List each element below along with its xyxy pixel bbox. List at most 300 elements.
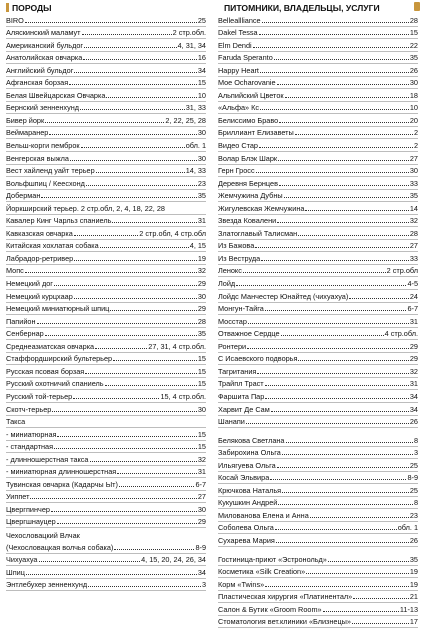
dot-leader [328,561,409,562]
entry-page: обл. 1 [185,141,206,151]
dot-leader [247,348,409,349]
dot-leader [353,598,409,599]
index-entry [218,89,418,102]
index-entry [6,277,206,290]
dot-leader [260,109,409,110]
entry-title: - миниатюрная [6,429,57,439]
entry-page: 10 [197,90,206,100]
dot-leader [286,442,413,443]
kennels-header [218,2,418,14]
entry-title: Волар Блэк Шарк [218,153,278,163]
entry-title: Монгун-Тайга [218,304,264,314]
entry-title: Деревня Бернцев [218,178,278,188]
entry-page: 15, 4 стр.обл. [160,391,206,401]
dot-leader [259,147,413,148]
index-entry [6,441,206,454]
dot-leader [112,222,196,223]
dot-leader [39,561,141,562]
dot-leader [82,34,172,35]
entry-title: Салон & Бутик «Groom Room» [218,604,322,614]
entry-title: Анатолийская овчарка [6,53,83,63]
index-entry [6,139,206,152]
entry-page: 28 [409,15,418,25]
index-entry [218,416,418,429]
index-entry [218,127,418,140]
entry-page: 30 [409,78,418,88]
index-entry [218,365,418,378]
entry-page: 35 [409,53,418,63]
dot-leader [310,517,409,518]
entry-title: Ронтери [218,341,247,351]
entry-page: 23 [197,178,206,188]
entry-title: Чехословацкий Влчак [6,530,80,540]
index-entry [6,315,206,328]
dot-leader [85,373,197,374]
entry-title: - длинношерстная такса [6,454,89,464]
entry-title: Стоматология вет.клиники «Близнецы» [218,617,351,627]
dot-leader [253,47,409,48]
entry-title: Из Бажова [218,241,255,251]
index-entry [6,202,206,215]
entry-page: 26 [409,535,418,545]
entry-title: Цвергшнауцер [6,517,56,527]
entry-page: 32 [197,454,206,464]
entry-page: 27 [409,241,418,251]
dot-leader [90,461,197,462]
entry-title: Сухарева Мария [218,535,275,545]
dot-leader [265,310,407,311]
index-entry [218,64,418,77]
entry-title: Бриллиант Елизаветы [218,128,294,138]
entry-page: 30 [197,128,206,138]
dot-leader [80,109,185,110]
kennels-column [218,0,418,628]
dot-leader [83,59,197,60]
index-entry [218,553,418,566]
entry-page: 8-9 [195,542,206,552]
entry-title: Афганская борзая [6,78,69,88]
index-entry [6,353,206,366]
entry-page: 32 [409,216,418,226]
entry-page: 25 [409,460,418,470]
dot-leader [284,197,409,198]
index-entry [6,64,206,77]
entry-page: 3 [201,580,206,590]
dot-leader [54,285,197,286]
index-entry [218,303,418,316]
entry-page: 15 [409,28,418,38]
index-entry [218,202,418,215]
dot-leader [282,454,413,455]
kennels-header-title: ПИТОМНИКИ, ВЛАДЕЛЬЦЫ, УСЛУГИ [224,3,380,13]
entry-page: 30 [409,166,418,176]
entry-page: 34 [197,567,206,577]
entry-page: 16 [197,53,206,63]
entry-page: 8 [413,498,418,508]
index-entry [218,497,418,510]
dot-leader [74,298,197,299]
entry-title: Забирохина Ольга [218,448,281,458]
entry-title: Фаршита Пар [218,391,265,401]
entry-page: 10 [409,103,418,113]
entry-title: Такса [6,417,26,427]
entry-title: Венгерская выжла [6,153,69,163]
entry-page: 2 стр.обл. [172,28,206,38]
index-entry [6,52,206,65]
entry-page: 26 [409,65,418,75]
dot-leader [306,573,409,574]
entry-title: Аляскинский маламут [6,28,81,38]
entry-title: Йоркширский терьер. 2 стр.обл, 2, 4, 18, 22, 28 [6,203,165,213]
entry-page: 35 [197,329,206,339]
entry-title: Русский охотничий спаниель [6,379,104,389]
entry-page: 4-5 [407,279,418,289]
dot-leader [30,498,196,499]
entry-title: Шанапи [218,417,245,427]
entry-title: Отважное Сердце [218,329,280,339]
entry-title: Бернский зенненхунд [6,103,80,113]
entry-page: 27, 31, 4 стр.обл. [148,341,206,351]
entry-title: Белиссимо Браво [218,115,279,125]
index-entry [218,177,418,190]
dot-leader [69,84,197,85]
entry-title: Шпиц [6,567,25,577]
index-entry [6,127,206,140]
index-entry [6,403,206,416]
index-entry [218,227,418,240]
dot-leader [236,285,406,286]
entry-page: 15 [197,442,206,452]
entry-page: 15 [197,366,206,376]
entry-title: Лабрадор-ретривер [6,253,74,263]
dot-leader [256,172,409,173]
entry-page: 14, 33 [185,166,206,176]
dot-leader [257,373,409,374]
breeds-column [6,0,206,591]
entry-title: Герн Гросс [218,166,255,176]
index-entry [218,39,418,52]
dot-leader [114,549,194,550]
entry-title: Жигулевская Жемчужина [218,203,305,213]
entry-page: 15 [197,354,206,364]
entry-page: 31 [197,467,206,477]
index-entry [6,428,206,441]
entry-title: Звезда Ковалени [218,216,277,226]
index-entry [218,390,418,403]
dot-leader [298,235,409,236]
index-entry [6,528,206,541]
index-entry [218,77,418,90]
index-entry [218,265,418,278]
index-entry [6,378,206,391]
entry-title: Белая Швейцарская Овчарка [6,90,106,100]
entry-page: 4, 15, 20, 24, 26, 34 [141,555,206,565]
entry-title: Корм «Twins» [218,579,265,589]
entry-title: Faruda Speranto [218,53,273,63]
entry-title: Немецкий миниатюрный шпиц [6,304,110,314]
entry-page: 31 [197,216,206,226]
entry-page: 6-7 [195,479,206,489]
dot-leader [37,323,197,324]
entry-title: Пластическая хирургия «Платинентал» [218,592,353,602]
entry-page: 34 [409,404,418,414]
entry-title: Сенбернар [6,329,44,339]
index-entry [218,165,418,178]
dot-leader [74,235,139,236]
entry-page: 11-13 [399,604,418,614]
index-entry [6,478,206,491]
index-entry [6,27,206,40]
entry-title: Немецкий курцхаар [6,291,73,301]
entry-title: Тувинская овчарка (Кадарчы Ыт) [6,479,118,489]
entry-page: 31, 33 [185,103,206,113]
entry-page: 18 [409,90,418,100]
dot-leader [52,411,197,412]
index-entry [6,240,206,253]
entry-page: 20 [409,115,418,125]
index-entry [6,579,206,592]
dot-leader [265,385,409,386]
entry-page: 30 [197,404,206,414]
dot-leader [276,542,409,543]
entry-page: 29 [409,354,418,364]
entry-title: Moe Ocharovanie [218,78,276,88]
index-entry [6,328,206,341]
index-entry [218,315,418,328]
dot-leader [49,134,197,135]
index-entry [6,89,206,102]
entry-page: обл. 1 [397,523,418,533]
entry-page: 19 [197,253,206,263]
entry-title: Belleallliance [218,15,261,25]
index-entry [6,466,206,479]
dot-leader [279,185,409,186]
index-entry [6,152,206,165]
entry-title: Милованова Елена и Анна [218,510,309,520]
entry-title: Бивер йорк [6,115,45,125]
dot-leader [255,247,409,248]
entry-title: Ленокс [218,266,242,276]
entry-page: 15 [197,379,206,389]
dot-leader [275,529,397,530]
dot-leader [81,147,185,148]
entry-title: С Исаевского подворья [218,354,298,364]
entry-title: Кавалер Кинг Чарльз спаниель [6,216,112,226]
entry-title: Доберман [6,191,41,201]
index-entry [218,139,418,152]
index-entry [218,509,418,522]
index-entry [218,252,418,265]
dot-leader [86,185,197,186]
index-entry [6,541,206,554]
dot-leader [270,479,406,480]
entry-title: Английский бульдог [6,65,74,75]
index-entry [218,52,418,65]
index-entry [218,277,418,290]
entry-title: BIRO [6,15,24,25]
index-entry [218,459,418,472]
entry-title: Косметика «Silk Creation» [218,567,306,577]
index-entry [6,491,206,504]
entry-title: Ильягуева Ольга [218,460,276,470]
entry-page: 35 [197,191,206,201]
entry-title: Трайпл Траст [218,379,264,389]
index-entry [218,591,418,604]
index-entry [6,416,206,429]
corner-tab-icon [414,2,420,11]
index-entry [218,152,418,165]
dot-leader [74,72,197,73]
index-entry [218,447,418,460]
dot-leader [41,197,196,198]
index-entry [6,165,206,178]
index-entry [218,616,418,628]
index-entry [218,240,418,253]
entry-title: (Чехословацкая волчья собака) [6,542,114,552]
dot-leader [119,486,195,487]
dot-leader [74,260,197,261]
entry-page: 25 [197,15,206,25]
entry-page: 23 [409,510,418,520]
index-entry [6,290,206,303]
breeds-header [6,2,206,14]
entry-page: 4 стр.обл. [384,329,418,339]
dot-leader [285,97,409,98]
entry-page: 33 [409,253,418,263]
entry-title: Энтлебухер зенненхунд [6,580,88,590]
entry-page: 26 [409,417,418,427]
entry-page: 34 [409,391,418,401]
entry-title: Мопс [6,266,24,276]
entry-title: Кавказская овчарка [6,228,73,238]
entry-title: «Альфа» Кс [218,103,260,113]
dot-leader [259,34,409,35]
entry-title: Уиппет [6,492,30,502]
dot-leader [45,335,197,336]
dot-leader [282,492,409,493]
entry-page: 29 [197,279,206,289]
index-entry [218,434,418,447]
index-entry [218,484,418,497]
index-entry [6,554,206,567]
dot-leader [274,59,409,60]
index-entry [218,353,418,366]
entry-title: Харвит Де Сам [218,404,270,414]
entry-title: Среднеазиатская овчарка [6,341,95,351]
dot-leader [113,360,197,361]
entry-page: 25 [409,485,418,495]
entry-page: 27 [197,492,206,502]
entry-page: 31 [409,379,418,389]
entry-title: Dakel Tessa [218,28,258,38]
entry-title: Косай Эльвира [218,473,270,483]
entry-title: Веймаранер [6,128,49,138]
dot-leader [277,84,409,85]
entry-title: Цвергпинчер [6,504,50,514]
entry-title: Стаффордширский бультерьер [6,354,113,364]
dot-leader [73,398,159,399]
index-entry [6,453,206,466]
index-entry [218,328,418,341]
dot-leader [298,360,408,361]
dot-leader [323,611,399,612]
index-entry [218,102,418,115]
entry-title: Вельш-корги пемброк [6,141,80,151]
index-entry [6,365,206,378]
dot-leader [260,72,409,73]
dot-leader [352,623,409,624]
dot-leader [248,323,409,324]
dot-leader [277,222,409,223]
entry-title: Видео Стар [218,141,258,151]
entry-page: 21 [409,592,418,602]
index-entry [6,39,206,52]
entry-page: 8 [413,435,418,445]
entry-page: 14 [409,203,418,213]
entry-page: 30 [197,153,206,163]
entry-page: 30 [197,504,206,514]
dot-leader [117,473,197,474]
index-entry [218,190,418,203]
entry-title: Мосстар [218,316,247,326]
entry-page: 35 [409,191,418,201]
dot-leader [278,504,413,505]
index-entry [218,27,418,40]
dot-leader [110,310,197,311]
entry-page: 19 [409,567,418,577]
index-entry [6,102,206,115]
index-entry [6,340,206,353]
entry-page: 29 [197,304,206,314]
dot-leader [25,22,197,23]
dot-leader [51,511,197,512]
index-entry [218,378,418,391]
breeds-list [6,14,206,591]
entry-title: Белякова Светлана [218,435,285,445]
entry-page: 28 [197,316,206,326]
index-entry [6,215,206,228]
entry-title: Elm Dendi [218,40,252,50]
index-entry [218,522,418,535]
index-entry [6,227,206,240]
dot-leader [100,247,189,248]
entry-title: Тагритания [218,366,257,376]
index-entry [6,252,206,265]
index-entry [218,566,418,579]
dot-leader [279,122,409,123]
entry-title: Жемчужина Дубны [218,191,283,201]
index-entry [6,14,206,27]
dot-leader [295,134,413,135]
dot-leader [57,436,196,437]
entry-page: 4, 15 [189,241,206,251]
index-entry [218,534,418,547]
entry-title: Из Веструда [218,253,261,263]
dot-leader [88,586,201,587]
index-entry [218,472,418,485]
entry-page: 2 [413,128,418,138]
dot-leader [265,586,409,587]
index-entry [6,390,206,403]
index-entry [218,340,418,353]
index-entry [6,303,206,316]
dot-leader [95,348,147,349]
dot-leader [262,22,409,23]
entry-title: Гостиница-приют «Эстронольд» [218,554,327,564]
kennels-list [218,14,418,628]
entry-title: Альпийский Цветок [218,90,284,100]
entry-page: 3 [413,448,418,458]
